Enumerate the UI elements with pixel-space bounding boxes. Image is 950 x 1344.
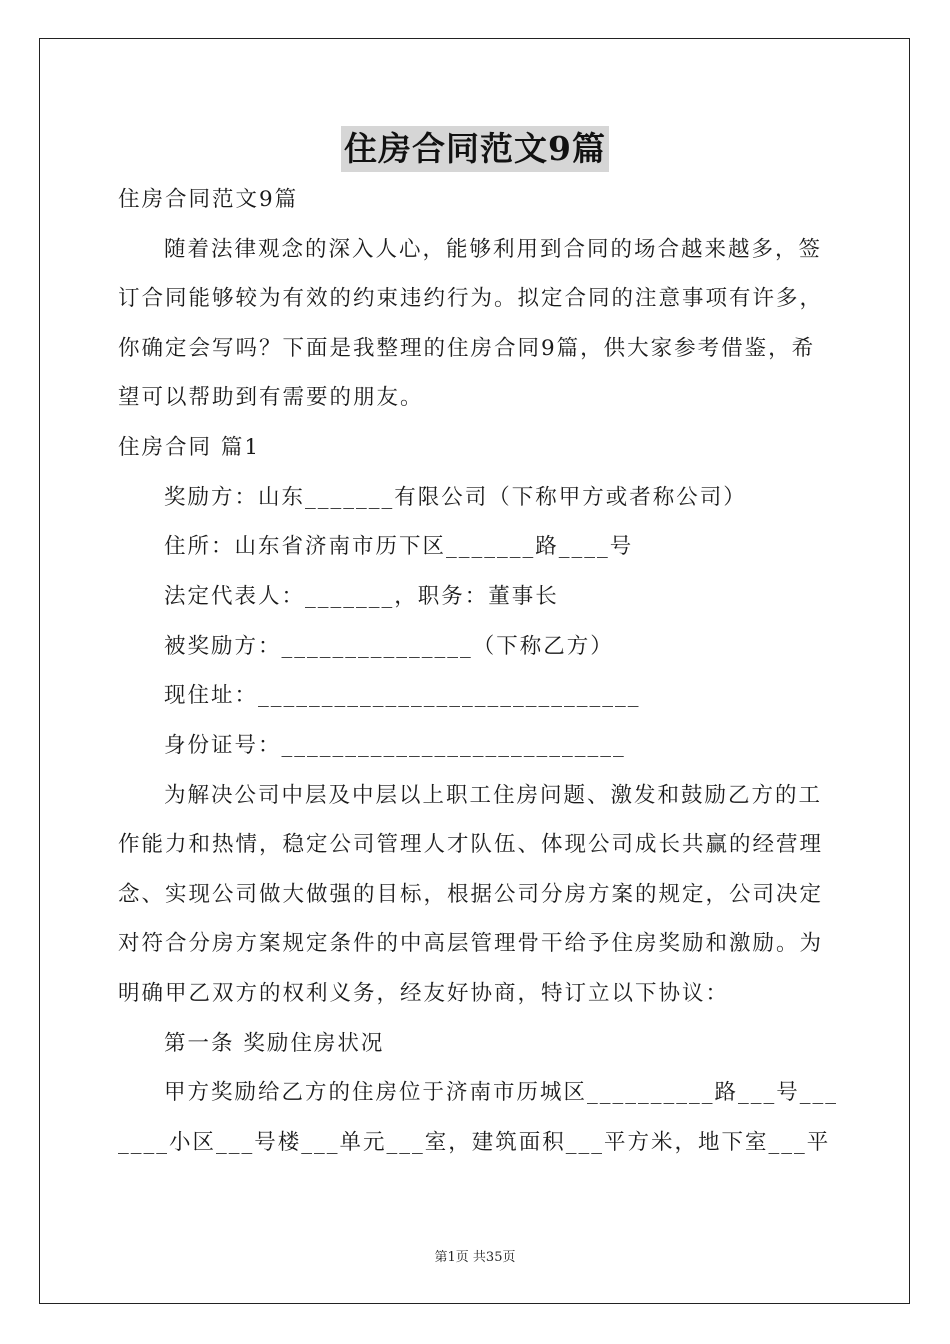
body-line: 作能力和热情，稳定公司管理人才队伍、体现公司成长共赢的经营理	[118, 832, 824, 857]
body-line: 住所：山东省济南市历下区_______路____号	[164, 534, 634, 559]
body-line: ____小区___号楼___单元___室，建筑面积___平方米，地下室___平	[118, 1130, 831, 1155]
body-line: 你确定会写吗？下面是我整理的住房合同9篇，供大家参考借鉴，希	[118, 336, 816, 361]
body-line: 被奖励方：_______________（下称乙方）	[164, 634, 614, 659]
page-footer: 第1页 共35页	[434, 1250, 516, 1265]
page-border	[39, 38, 910, 1304]
body-line: 法定代表人：_______，职务：董事长	[164, 584, 559, 609]
body-line: 为解决公司中层及中层以上职工住房问题、激发和鼓励乙方的工	[164, 783, 823, 808]
body-line: 奖励方：山东_______有限公司（下称甲方或者称公司）	[164, 485, 747, 510]
subtitle-line: 住房合同范文9篇	[118, 187, 299, 212]
title-container	[0, 126, 950, 172]
body-line: 对符合分房方案规定条件的中高层管理骨干给予住房奖励和激励。为	[118, 931, 824, 956]
body-line: 身份证号：___________________________	[164, 733, 626, 758]
body-line: 现住址：______________________________	[164, 683, 641, 708]
section-heading: 住房合同 篇1	[118, 435, 261, 460]
document-title: 住房合同范文9篇	[341, 126, 609, 172]
article-heading: 第一条 奖励住房状况	[164, 1031, 385, 1056]
body-line: 随着法律观念的深入人心，能够利用到合同的场合越来越多，签	[164, 237, 823, 262]
body-line: 明确甲乙双方的权利义务，经友好协商，特订立以下协议：	[118, 981, 730, 1006]
body-line: 甲方奖励给乙方的住房位于济南市历城区__________路___号___	[164, 1080, 839, 1105]
body-line: 订合同能够较为有效的约束违约行为。拟定合同的注意事项有许多，	[118, 286, 824, 311]
body-line: 念、实现公司做大做强的目标，根据公司分房方案的规定，公司决定	[118, 882, 824, 907]
body-line: 望可以帮助到有需要的朋友。	[118, 385, 424, 410]
